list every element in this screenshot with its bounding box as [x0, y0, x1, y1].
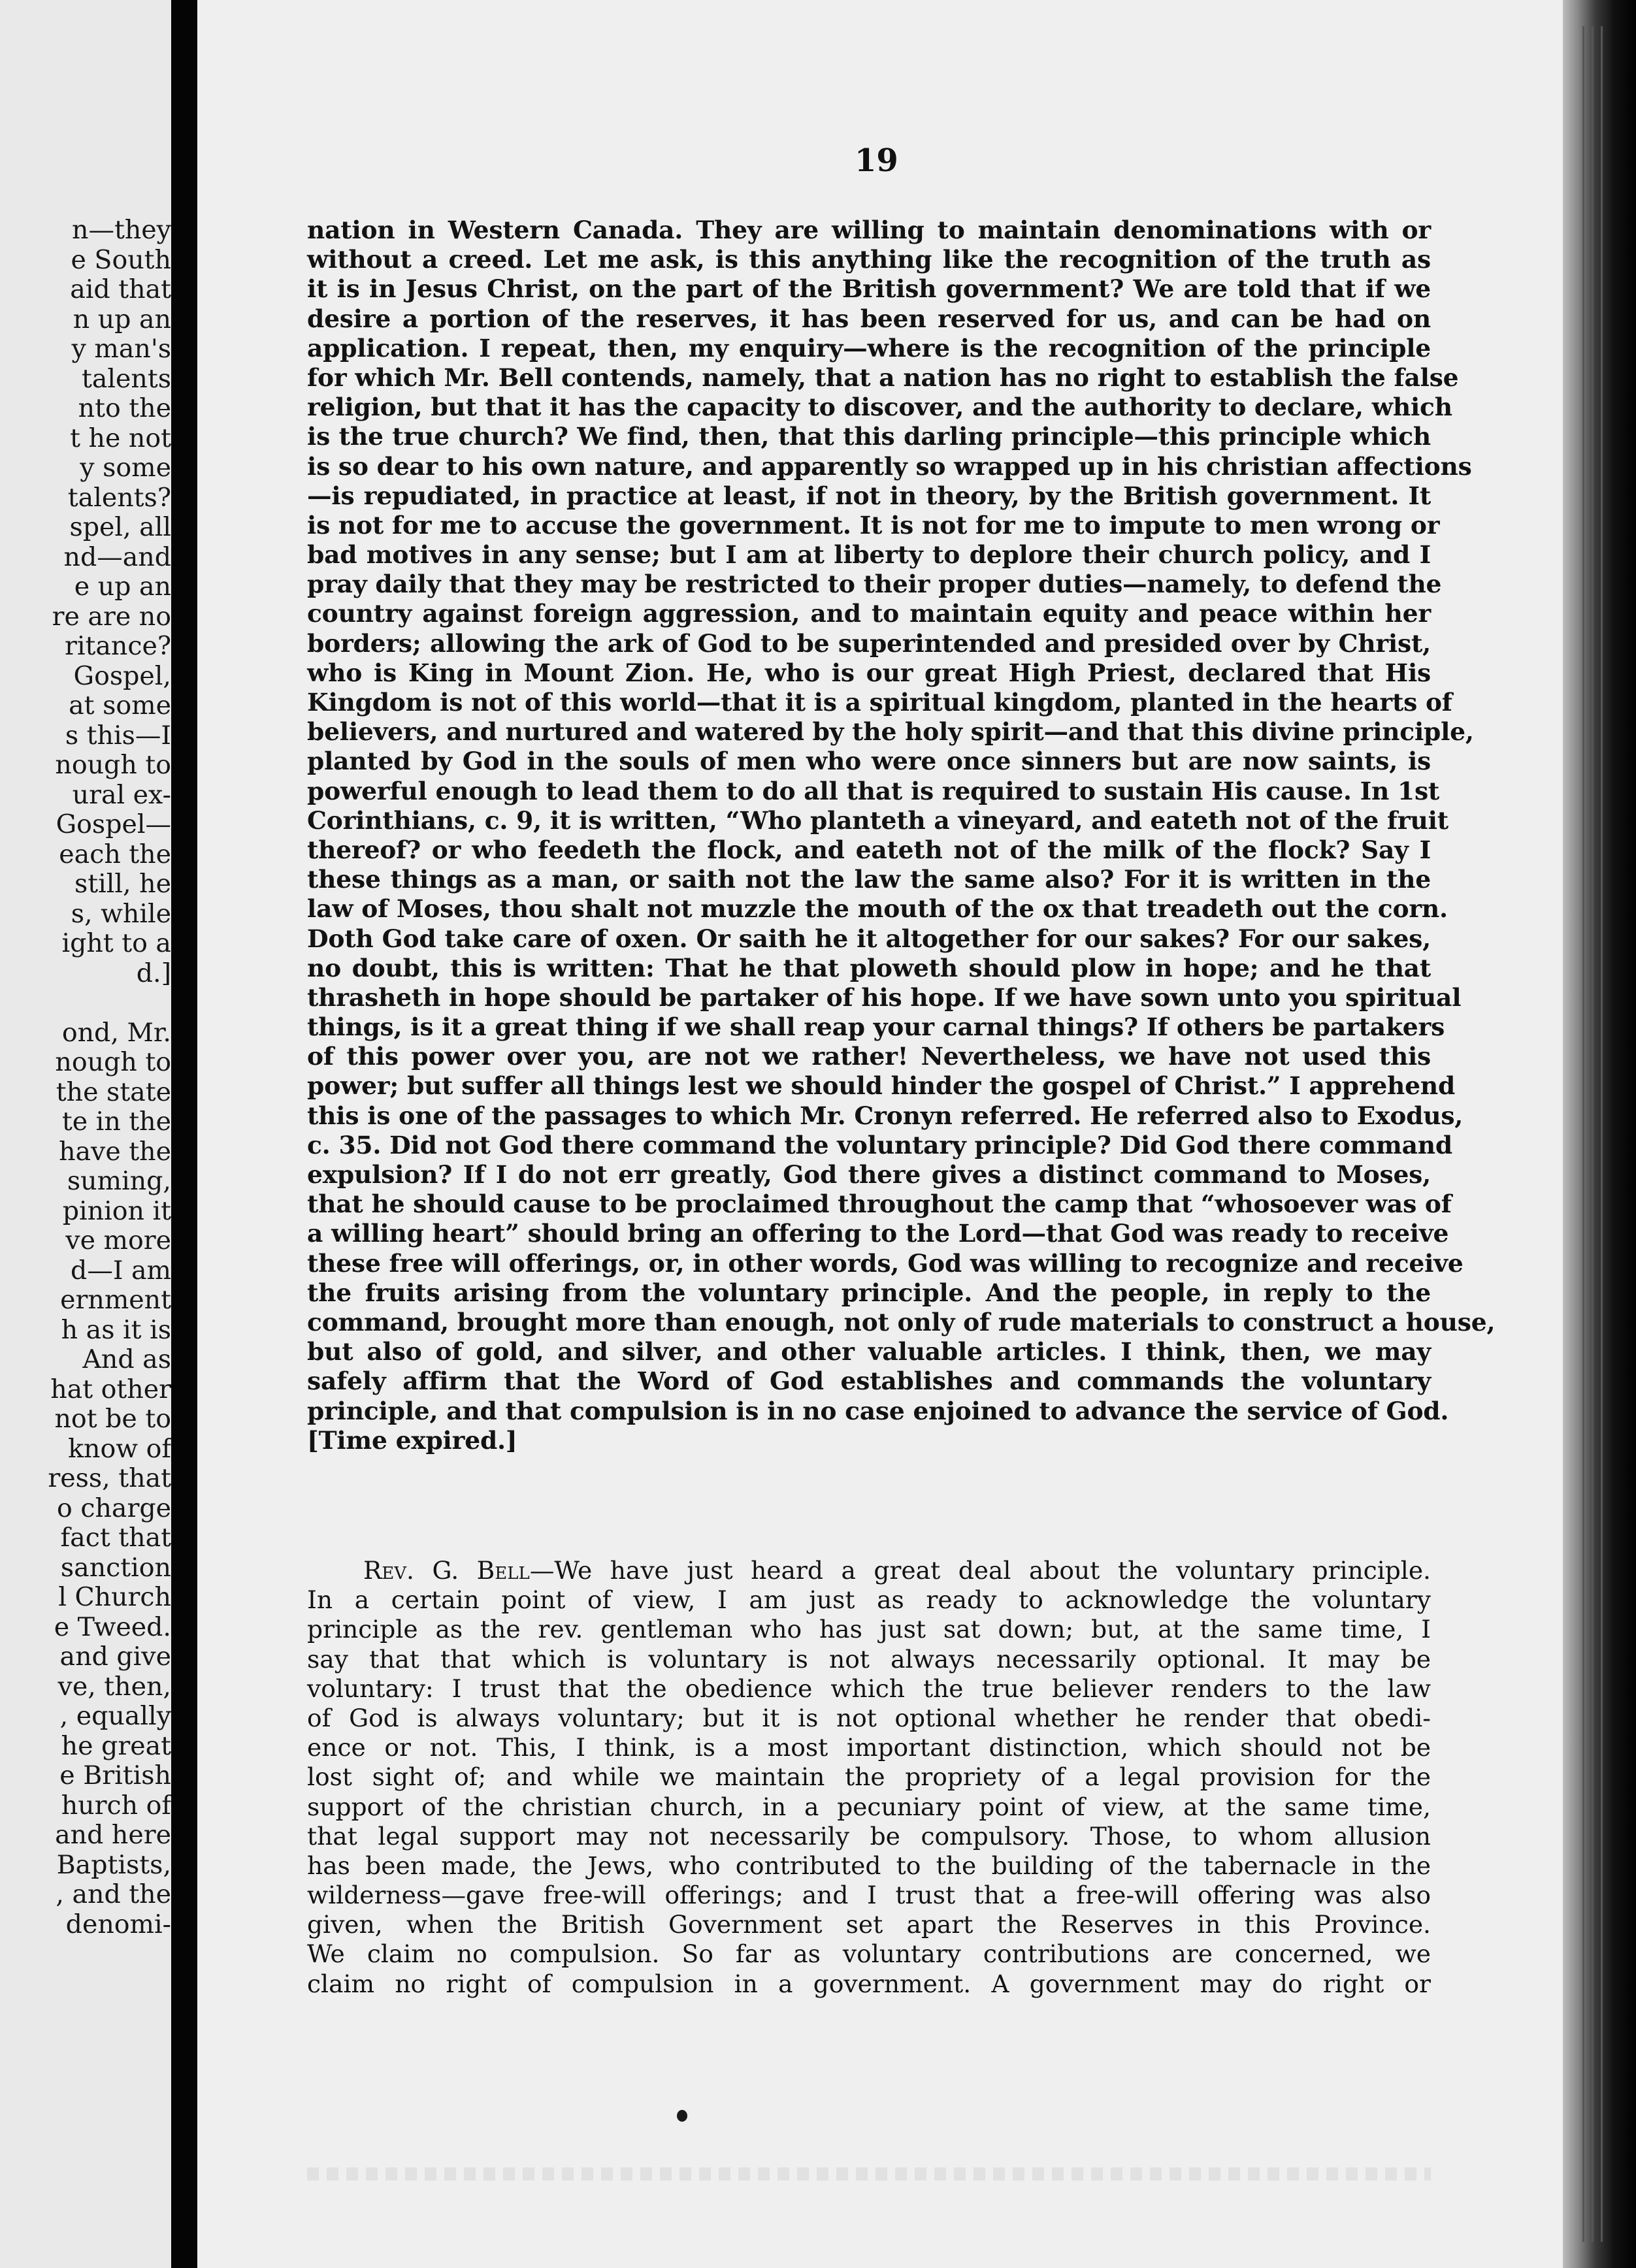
speaker-name: Rev. G. Bell: [363, 1556, 530, 1585]
text-line: thrasheth in hope should be partaker of his hope. If we have sown unto you spiritual: [307, 982, 1462, 1012]
text-line: powerful enough to lead them to do all that is required to sustain His cause. In 1st: [307, 776, 1440, 805]
text-line: planted by God in the souls of men who were once sinners but are now saints, is: [307, 747, 1431, 776]
text-line: given, when the British Government set apart the Reserves in this Province.: [307, 1910, 1431, 1939]
facing-page-line: aid that: [70, 274, 171, 304]
facing-page-line: n up an: [73, 304, 171, 334]
book-page: [197, 0, 1563, 2268]
facing-page-line: s this—I: [65, 720, 171, 751]
text-line: has been made, the Jews, who contributed to the building of the tabernacle in the: [307, 1851, 1431, 1880]
speaker-opening-text: —We have just heard a great deal about the voluntary principle.: [529, 1556, 1432, 1585]
facing-page-line: e South: [71, 244, 171, 275]
facing-page-line: not be to: [54, 1404, 171, 1434]
text-line: —is repudiated, in practice at least, if not in theory, by the British government. It: [307, 481, 1431, 510]
text-line: wilderness—gave free-will offerings; and I trust that a free-will offering was also: [307, 1881, 1431, 1910]
facing-page-line: ve more: [65, 1225, 171, 1256]
facing-page-line: denomi-: [65, 1909, 171, 1939]
facing-page-fragment: [0, 0, 171, 2268]
text-line: bad motives in any sense; but I am at liberty to deplore their church policy, and I: [307, 540, 1431, 570]
facing-page-line: nough to: [55, 1047, 171, 1077]
facing-page-line: ight to a: [61, 928, 171, 958]
text-line: thereof? or who feedeth the flock, and eateth not of the milk of the flock? Say I: [307, 835, 1431, 864]
facing-page-line: ritance?: [64, 631, 171, 661]
facing-page-line: nd—and: [63, 542, 171, 572]
facing-page-line: pinion it: [62, 1195, 171, 1226]
paragraph-continuation: [307, 216, 1496, 1455]
book-gutter: [171, 0, 197, 2268]
text-line: In a certain point of view, I am just as ready to acknowledge the voluntary: [307, 1585, 1431, 1615]
text-line: that legal support may not necessarily be compulsory. Those, to whom allusion: [307, 1821, 1431, 1851]
facing-page-line: [0, 988, 171, 1018]
facing-page-line: y man's: [71, 334, 171, 364]
page-number: 19: [855, 142, 898, 179]
text-line: principle as the rev. gentleman who has just sat down; but, at the same time, I: [307, 1615, 1431, 1644]
text-line: the fruits arising from the voluntary principle. And the people, in reply to the: [307, 1278, 1431, 1307]
facing-page-line: , and the: [56, 1879, 171, 1909]
text-line: Kingdom is not of this world—that it is a spiritual kingdom, planted in the hearts of: [307, 688, 1452, 717]
text-line: this is one of the passages to which Mr. Cronyn referred. He referred also to Exodus,: [307, 1101, 1464, 1130]
facing-page-line: Gospel—: [56, 809, 171, 839]
text-line: of God is always voluntary; but it is not optional whether he render that obedi-: [307, 1703, 1431, 1732]
text-line: country against foreign aggression, and to maintain equity and peace within her: [307, 599, 1431, 628]
text-line: expulsion? If I do not err greatly, God there gives a distinct command to Moses,: [307, 1160, 1431, 1189]
facing-page-line: d.]: [136, 958, 171, 988]
text-line: borders; allowing the ark of God to be superintended and presided over by Christ,: [307, 628, 1431, 658]
text-line: law of Moses, thou shalt not muzzle the mouth of the ox that treadeth out the corn.: [307, 894, 1448, 924]
text-line: things, is it a great thing if we shall reap your carnal things? If others be partakers: [307, 1012, 1445, 1042]
text-line: desire a portion of the reserves, it has been reserved for us, and can be had on: [307, 304, 1431, 333]
facing-page-line: ress, that: [48, 1463, 171, 1493]
facing-page-line: s, while: [71, 898, 171, 929]
text-line: it is in Jesus Christ, on the part of the British government? We are told that if we: [307, 274, 1431, 304]
text-line: ence or not. This, I think, is a most important distinction, which should not be: [307, 1733, 1431, 1762]
text-line: [Time expired.]: [307, 1425, 517, 1455]
text-line: religion, but that it has the capacity to discover, and the authority to declare, which: [307, 393, 1452, 422]
text-line: without a creed. Let me ask, is this anything like the recognition of the truth as: [307, 245, 1431, 274]
facing-page-line: have the: [59, 1136, 171, 1167]
text-line: is the true church? We find, then, that this darling principle—this principle which: [307, 422, 1431, 451]
facing-page-line: and give: [59, 1642, 171, 1672]
facing-page-line: te in the: [61, 1107, 171, 1137]
facing-page-line: at some: [69, 690, 171, 721]
text-line: power; but suffer all things lest we should hinder the gospel of Christ.” I apprehend: [307, 1071, 1456, 1101]
facing-page-line: fact that: [60, 1523, 171, 1553]
text-line: these things as a man, or saith not the law the same also? For it is written in the: [307, 865, 1431, 894]
facing-page-line: d—I am: [71, 1255, 171, 1286]
facing-page-line: h as it is: [61, 1314, 171, 1345]
facing-page-line: Gospel,: [73, 660, 171, 691]
text-line: but also of gold, and silver, and other valuable articles. I think, then, we may: [307, 1337, 1431, 1367]
facing-page-line: e Tweed.: [54, 1612, 171, 1642]
text-line: principle, and that compulsion is in no case enjoined to advance the service of God.: [307, 1396, 1449, 1425]
facing-page-line: Baptists,: [56, 1849, 171, 1880]
facing-page-line: And as: [82, 1344, 171, 1374]
facing-page-line: hat other: [50, 1374, 171, 1404]
facing-page-line: nto the: [78, 393, 171, 423]
facing-page-line: the state: [56, 1077, 171, 1107]
facing-page-line: e British: [59, 1760, 171, 1790]
facing-page-line: nough to: [55, 750, 171, 780]
facing-page-line: hurch of: [61, 1790, 171, 1821]
page-stack-edge: [1563, 0, 1636, 2268]
facing-page-text: [0, 216, 171, 1939]
text-line: no doubt, this is written: That he that ploweth should plow in hope; and he that: [307, 953, 1431, 982]
facing-page-line: o charge: [57, 1493, 171, 1523]
ink-smudge: [677, 2110, 687, 2122]
facing-page-line: and here: [55, 1820, 171, 1850]
text-line: application. I repeat, then, my enquiry—where is the recognition of the principle: [307, 333, 1431, 363]
text-line: c. 35. Did not God there command the voluntary principle? Did God there command: [307, 1130, 1452, 1159]
facing-page-line: ural ex-: [72, 779, 171, 810]
text-line: command, brought more than enough, not only of rude materials to construct a house,: [307, 1307, 1496, 1336]
text-line: We claim no compulsion. So far as voluntary contributions are concerned, we: [307, 1939, 1431, 1969]
paragraph-first-line: [307, 1556, 1431, 1585]
text-line: these free will offerings, or, in other words, God was willing to recognize and receive: [307, 1248, 1464, 1278]
text-line: nation in Western Canada. They are willing to maintain denominations with or: [307, 216, 1431, 244]
facing-page-line: know of: [68, 1433, 171, 1464]
text-line: is so dear to his own nature, and apparently so wrapped up in his christian affections: [307, 451, 1472, 481]
text-line: who is King in Mount Zion. He, who is our great High Priest, declared that His: [307, 658, 1431, 687]
facing-page-line: talents?: [67, 482, 171, 513]
paragraph-rev-bell: [307, 1556, 1431, 1999]
text-line: pray daily that they may be restricted to their proper duties—namely, to defend the: [307, 570, 1442, 599]
text-line: a willing heart” should bring an offering to the Lord—that God was ready to receive: [307, 1219, 1449, 1248]
facing-page-line: talents: [81, 363, 171, 394]
facing-page-line: e up an: [74, 572, 171, 602]
text-line: of this power over you, are not we rather! Nevertheless, we have not used this: [307, 1042, 1431, 1071]
text-line: believers, and nurtured and watered by the holy spirit—and that this divine principle,: [307, 717, 1474, 747]
text-line: say that that which is voluntary is not always necessarily optional. It may be: [307, 1644, 1431, 1674]
facing-page-line: ve, then,: [57, 1671, 171, 1702]
facing-page-line: ernment: [60, 1285, 171, 1315]
facing-page-line: , equally: [59, 1701, 171, 1731]
text-line: voluntary: I trust that the obedience which the true believer renders to the law: [307, 1674, 1431, 1703]
facing-page-line: y some: [80, 453, 171, 483]
text-line: is not for me to accuse the government. It is not for me to impute to men wrong or: [307, 510, 1440, 540]
show-through-bleed: [307, 2167, 1431, 2180]
text-line: support of the christian church, in a pecuniary point of view, at the same time,: [307, 1792, 1431, 1821]
facing-page-line: re are no: [52, 601, 171, 632]
facing-page-line: still, he: [74, 869, 171, 899]
text-line: safely affirm that the Word of God establishes and commands the voluntary: [307, 1367, 1431, 1396]
facing-page-line: spel, all: [69, 512, 171, 542]
facing-page-line: he great: [61, 1730, 171, 1761]
text-line: claim no right of compulsion in a government. A government may do right or: [307, 1969, 1431, 1998]
facing-page-line: n—they: [72, 215, 171, 245]
text-line: for which Mr. Bell contends, namely, that a nation has no right to establish the false: [307, 363, 1459, 392]
facing-page-line: suming,: [67, 1166, 171, 1196]
text-line: Corinthians, c. 9, it is written, “Who planteth a vineyard, and eateth not of the fruit: [307, 805, 1448, 835]
text-line: Doth God take care of oxen. Or saith he it altogether for our sakes? For our sakes,: [307, 924, 1431, 953]
facing-page-line: ond, Mr.: [61, 1017, 171, 1048]
facing-page-line: sanction: [60, 1552, 171, 1583]
facing-page-line: t he not: [70, 423, 171, 453]
text-line: that he should cause to be proclaimed throughout the camp that “whosoever was of: [307, 1190, 1452, 1219]
facing-page-line: l Church: [58, 1582, 171, 1612]
text-line: lost sight of; and while we maintain the propriety of a legal provision for the: [307, 1762, 1431, 1792]
facing-page-line: each the: [59, 839, 171, 869]
